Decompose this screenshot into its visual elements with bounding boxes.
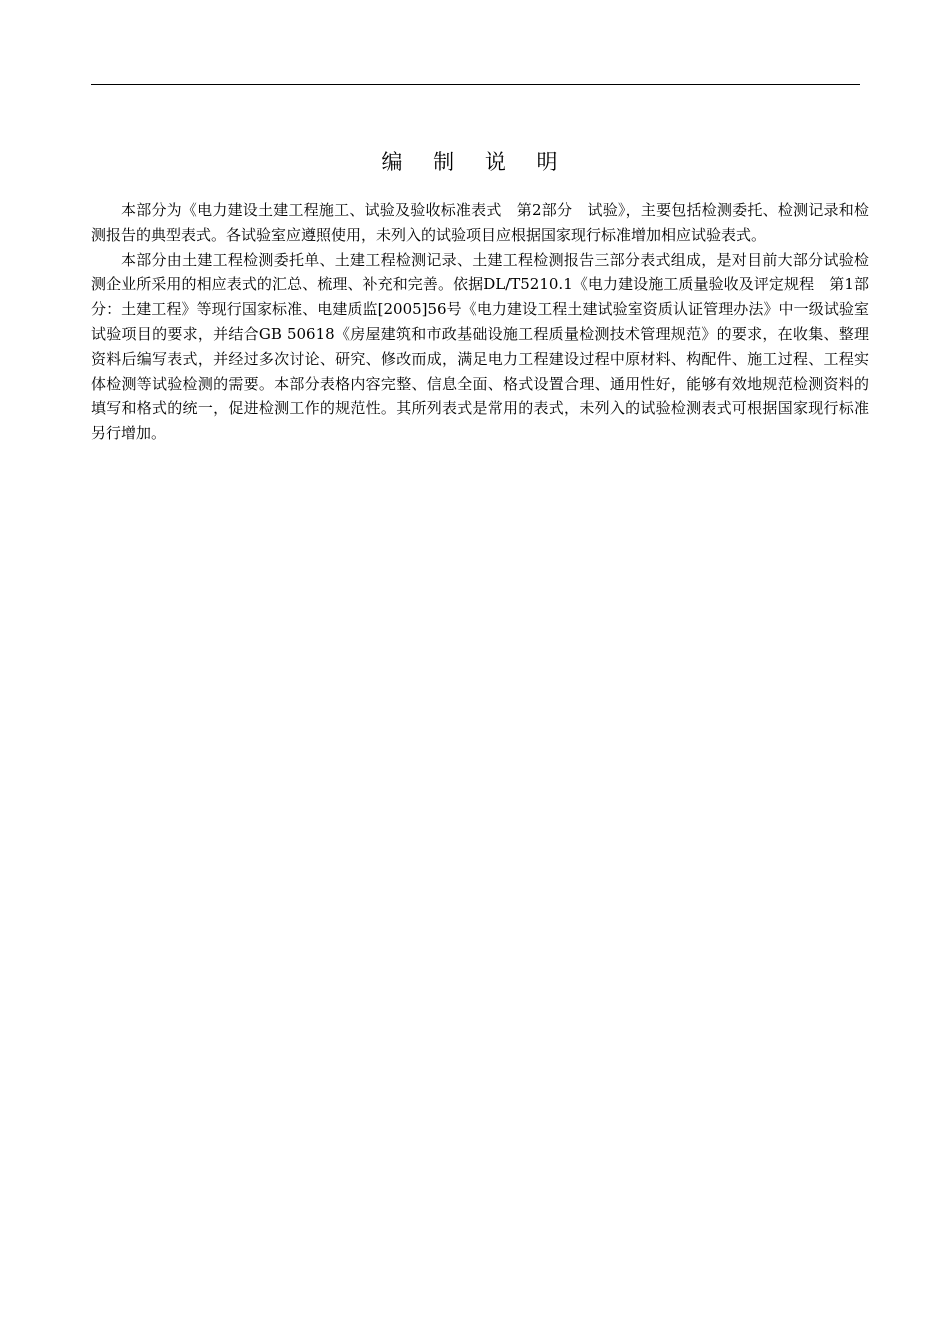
paragraph-1: 本部分为《电力建设土建工程施工、试验及验收标准表式 第2部分 试验》，主要包括检测委托、检测记录和检测报告的典型表式。各试验室应遵照使用，未列入的试验项目应根据国家现行标准增加相应试验表式。 [91,201,869,244]
header-rule [91,84,860,85]
paragraph-2: 本部分由土建工程检测委托单、土建工程检测记录、土建工程检测报告三部分表式组成，是对目前大部分试验检测企业所采用的相应表式的汇总、梳理、补充和完善。依据DL/T5210.1《电力建设施工质量验收及评定规程 第1部分：土建工程》等现行国家标准、电建质监[2005]56号《电力建设工程土建试验室资质认证管理办法》中一级试验室试验项目的要求，并结合GB 50618《房屋建筑和市政基础设施工程质量检测技术管理规范》的要求，在收集、整理资料后编写表式，并经过多次讨论、研究、修改而成，满足电力工程建设过程中原材料、构配件、施工过程、工程实体检测等试验检测的需要。本部分表格内容完整、信息全面、格式设置合理、通用性好，能够有效地规范检测资料的填写和格式的统一，促进检测工作的规范性。其所列表式是常用的表式，未列入的试验检测表式可根据国家现行标准另行增加。 [91,250,869,443]
page-title: 编 制 说 明 [381,150,570,174]
document-body [91,198,869,446]
